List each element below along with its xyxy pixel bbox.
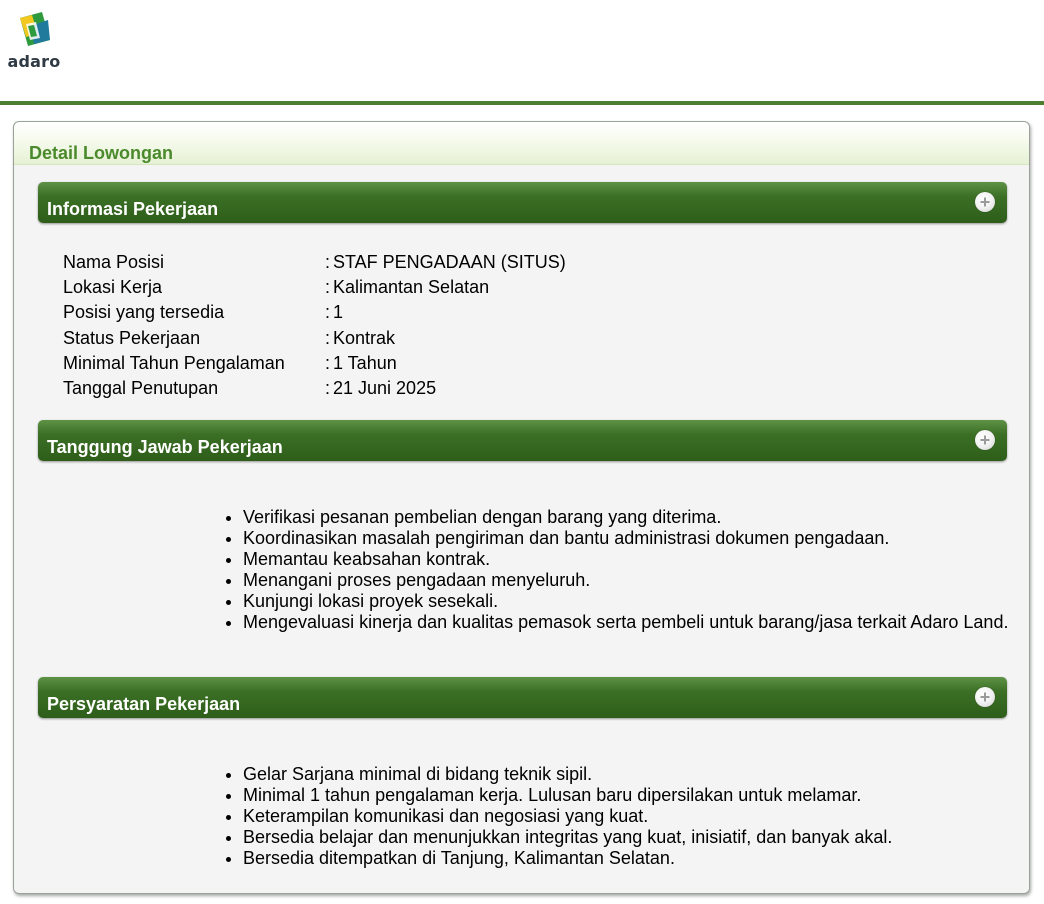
list-item: • Minimal 1 tahun pengalaman kerja. Lulusan baru dipersilakan untuk melamar. — [243, 785, 892, 806]
info-label: Posisi yang tersedia — [63, 302, 225, 322]
info-label: Tanggal Penutupan — [63, 378, 219, 398]
requirements-list — [227, 764, 892, 869]
list-item: • Menangani proses pengadaan menyeluruh. — [243, 570, 1008, 591]
info-value: Kontrak — [333, 328, 396, 348]
section-title: Persyaratan Pekerjaan — [47, 694, 241, 714]
info-row-posisi-tersedia — [63, 301, 343, 323]
expand-button[interactable] — [975, 430, 995, 450]
info-row-lokasi-kerja — [63, 276, 489, 298]
info-label: Status Pekerjaan — [63, 328, 201, 348]
list-item: • Memantau keabsahan kontrak. — [243, 549, 1008, 570]
info-row-nama-posisi — [63, 251, 566, 273]
section-header-tanggung-jawab[interactable] — [38, 420, 1007, 461]
list-item: • Koordinasikan masalah pengiriman dan bantu administrasi dokumen pengadaan. — [243, 528, 1008, 549]
info-value: 1 Tahun — [333, 353, 397, 373]
list-item: • Mengevaluasi kinerja dan kualitas pemasok serta pembeli untuk barang/jasa terkait Adaro Land. — [243, 612, 1008, 633]
list-item: • Kunjungi lokasi proyek sesekali. — [243, 591, 1008, 612]
info-separator: : — [325, 277, 331, 297]
section-title: Tanggung Jawab Pekerjaan — [47, 437, 283, 457]
info-label: Lokasi Kerja — [63, 277, 163, 297]
job-detail-panel — [13, 121, 1030, 894]
responsibilities-list — [227, 507, 1008, 633]
info-label: Minimal Tahun Pengalaman — [63, 353, 285, 373]
info-separator: : — [325, 353, 331, 373]
info-value: STAF PENGADAAN (SITUS) — [333, 252, 566, 272]
info-separator: : — [325, 302, 331, 322]
adaro-logo-icon — [6, 12, 62, 56]
info-value: Kalimantan Selatan — [333, 277, 490, 297]
section-title: Informasi Pekerjaan — [47, 199, 219, 219]
header-divider — [0, 101, 1044, 105]
panel-title: Detail Lowongan — [29, 143, 173, 163]
plus-circle-icon — [979, 691, 991, 703]
info-label: Nama Posisi — [63, 252, 165, 272]
list-item: • Keterampilan komunikasi dan negosiasi yang kuat. — [243, 806, 892, 827]
expand-button[interactable] — [975, 192, 995, 212]
logo-wordmark: adaro — [7, 52, 61, 71]
info-separator: : — [325, 378, 331, 398]
info-row-minimal-pengalaman — [63, 352, 397, 374]
info-separator: : — [325, 328, 331, 348]
list-item: • Gelar Sarjana minimal di bidang teknik sipil. — [243, 764, 892, 785]
info-value: 21 Juni 2025 — [333, 378, 437, 398]
info-value: 1 — [333, 302, 344, 322]
info-row-tanggal-penutupan — [63, 377, 436, 399]
page-header — [0, 0, 1044, 100]
info-row-status-pekerjaan — [63, 327, 395, 349]
section-header-persyaratan[interactable] — [38, 677, 1007, 718]
adaro-logo[interactable] — [6, 12, 62, 72]
list-item: • Bersedia belajar dan menunjukkan integritas yang kuat, inisiatif, dan banyak akal. — [243, 827, 892, 848]
plus-circle-icon — [979, 434, 991, 446]
list-item: • Bersedia ditempatkan di Tanjung, Kalimantan Selatan. — [243, 848, 892, 869]
expand-button[interactable] — [975, 687, 995, 707]
section-header-informasi-pekerjaan[interactable] — [38, 182, 1007, 223]
plus-circle-icon — [979, 196, 991, 208]
list-item: • Verifikasi pesanan pembelian dengan barang yang diterima. — [243, 507, 1008, 528]
panel-header — [14, 122, 1029, 165]
info-separator: : — [325, 252, 331, 272]
